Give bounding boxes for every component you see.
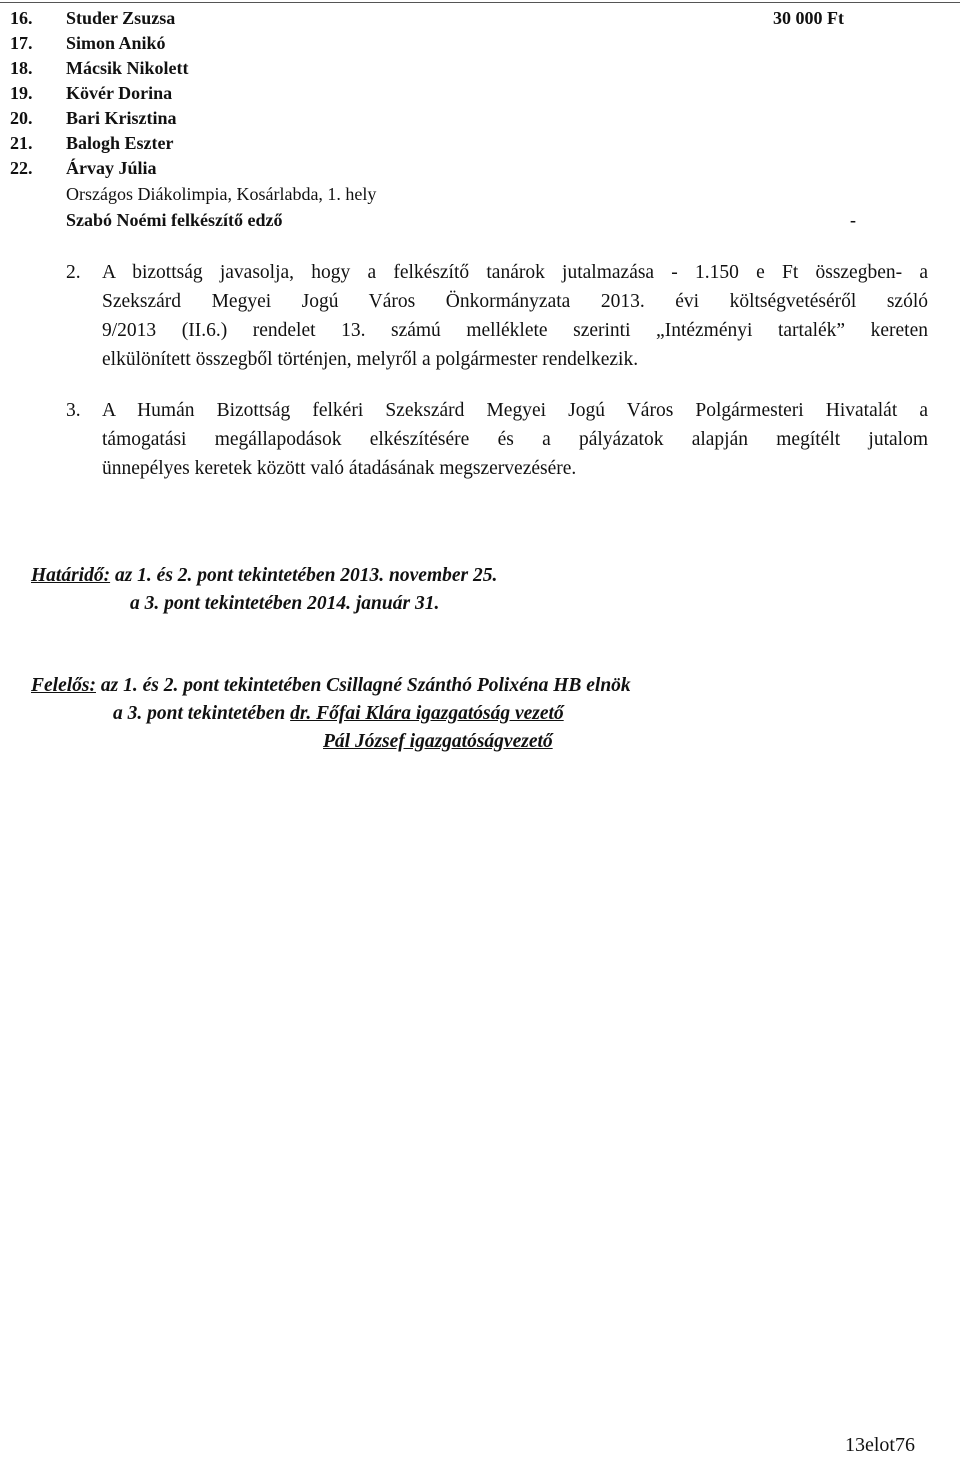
paragraph-line: A bizottság javasolja, hogy a felkészítő tanárok jutalmazása - 1.150 e Ft összegben- a: [102, 262, 928, 283]
paragraph-number: 3.: [66, 400, 81, 421]
list-item-number: 19.: [10, 83, 33, 103]
resolution-paragraph-3: [66, 396, 928, 483]
list-item-number: 21.: [10, 133, 33, 153]
paragraph-line: Szekszárd Megyei Jogú Város Önkormányzata 2013. évi költségvetéséről szóló: [102, 291, 928, 312]
list-item-amount: 30 000 Ft: [773, 8, 844, 28]
responsible-person-3: Pál József igazgatóságvezető: [323, 731, 553, 752]
list-item-number: 20.: [10, 108, 33, 128]
list-item-name: Studer Zsuzsa: [66, 8, 176, 28]
list-item-name: Mácsik Nikolett: [66, 58, 189, 78]
responsible-text-2: a 3. pont tekintetében: [113, 703, 291, 724]
list-item-name: Simon Anikó: [66, 33, 166, 53]
list-item-name: Kövér Dorina: [66, 83, 173, 103]
deadline-label: Határidő:: [31, 565, 111, 586]
list-item-name: Bari Krisztina: [66, 108, 177, 128]
paragraph-number: 2.: [66, 262, 81, 283]
responsible-person-2: dr. Főfai Klára igazgatóság vezető: [290, 703, 564, 724]
competition-result: Országos Diákolimpia, Kosárlabda, 1. hely: [66, 184, 377, 204]
coach-name: Szabó Noémi felkészítő edző: [66, 210, 283, 230]
paragraph-line: 9/2013 (II.6.) rendelet 13. számú melléklete szerinti „Intézményi tartalék” kereten: [102, 320, 928, 341]
responsible-line-2: [113, 701, 564, 727]
list-item-number: 17.: [10, 33, 33, 53]
deadline-line-1: [31, 563, 497, 589]
list-item-number: 22.: [10, 158, 33, 178]
responsible-label: Felelős:: [31, 675, 96, 696]
page-number: 13elot76: [845, 1434, 915, 1456]
coach-row: [66, 209, 856, 231]
deadline-line-2: [130, 591, 439, 617]
paragraph-line: támogatási megállapodások elkészítésére és a pályázatok alapján megítélt jutalom: [102, 429, 928, 450]
responsible-line-3: [323, 729, 553, 755]
list-item-number: 16.: [10, 8, 33, 28]
list-item-number: 18.: [10, 58, 33, 78]
list-item-name: Árvay Júlia: [66, 158, 157, 178]
responsible-line-1: [31, 673, 631, 699]
paragraph-line: elkülönített összegből történjen, melyről a polgármester rendelkezik.: [102, 349, 639, 370]
page-top-rule: [0, 2, 960, 3]
responsible-text-1: az 1. és 2. pont tekintetében Csillagné Szánthó Polixéna HB elnök: [95, 675, 631, 696]
resolution-paragraph-2: [66, 258, 928, 374]
deadline-text-2: a 3. pont tekintetében 2014. január 31.: [130, 593, 440, 614]
deadline-text-1: az 1. és 2. pont tekintetében 2013. november 25.: [110, 565, 498, 586]
coach-amount: -: [850, 210, 856, 230]
paragraph-line: ünnepélyes keretek között való átadásának megszervezésére.: [102, 458, 577, 479]
paragraph-line: A Humán Bizottság felkéri Szekszárd Megyei Jogú Város Polgármesteri Hivatalát a: [102, 400, 928, 421]
list-item-name: Balogh Eszter: [66, 133, 174, 153]
